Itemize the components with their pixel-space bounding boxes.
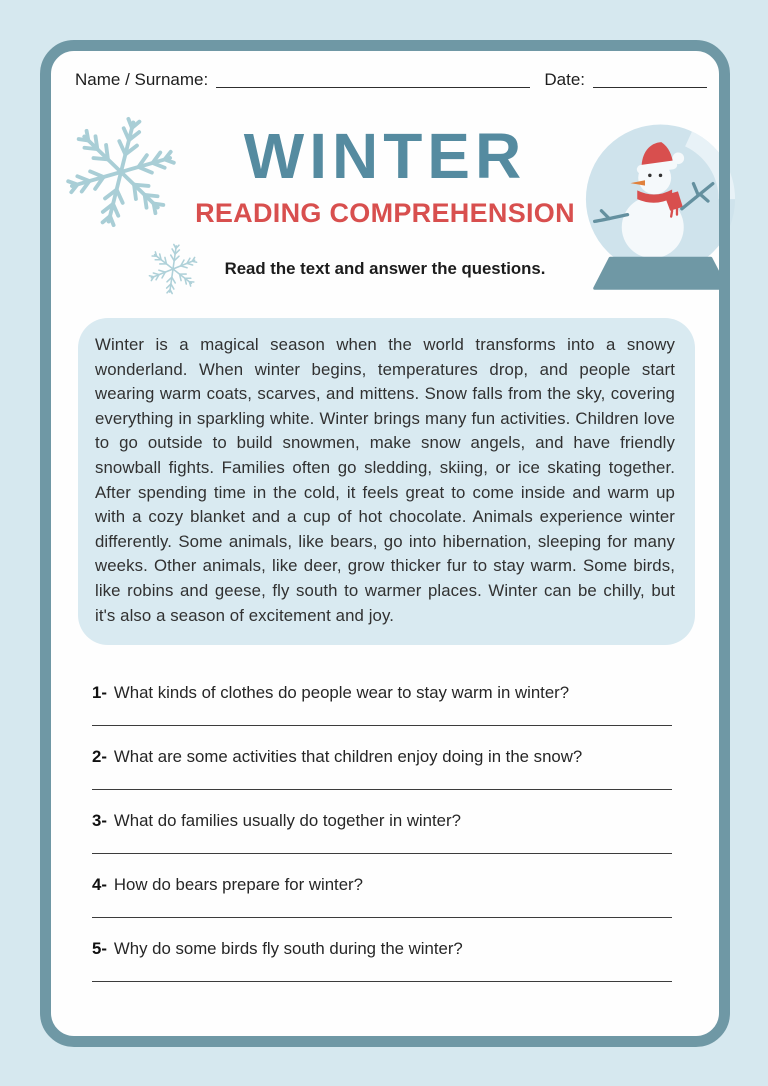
header-row	[75, 70, 707, 91]
answer-line-2[interactable]	[92, 789, 672, 790]
question-item-5	[92, 939, 672, 982]
page-title: WINTER	[243, 120, 527, 192]
question-item-3	[92, 811, 672, 854]
page-subtitle: READING COMPREHENSION	[195, 198, 575, 229]
question-number: 1-	[92, 683, 107, 702]
question-text: What kinds of clothes do people wear to stay warm in winter?	[113, 683, 570, 702]
question-item-1	[92, 683, 672, 726]
question-row	[92, 747, 672, 767]
answer-line-5[interactable]	[92, 981, 672, 982]
name-input-line[interactable]	[216, 72, 530, 88]
answer-line-3[interactable]	[92, 853, 672, 854]
question-row	[92, 939, 672, 959]
question-item-4	[92, 875, 672, 918]
answer-line-1[interactable]	[92, 725, 672, 726]
question-number: 5-	[92, 939, 107, 958]
instruction-text: Read the text and answer the questions.	[224, 259, 546, 279]
question-row	[92, 811, 672, 831]
date-input-line[interactable]	[593, 72, 707, 88]
worksheet-card	[40, 40, 730, 1047]
question-number: 4-	[92, 875, 107, 894]
reading-passage-text: Winter is a magical season when the world transforms into a snowy wonderland. When winter begins, temperatures drop, and people start wearing warm coats, scarves, and mittens. Snow falls from the sky, covering everything in sparkling white. Winter brings many fun activities. Children love to go outside to build snowmen, make snow angels, and have friendly snowball fights. Families often go sledding, skiing, or ice skating together. After spending time in the cold, it feels great to come inside and warm up with a cozy blanket and a cup of hot chocolate. Animals experience winter differently. Some animals, like bears, go into hibernation, sleeping for many weeks. Other animals, like deer, grow thicker fur to stay warm. Some birds, like robins and geese, fly south to warmer places. Winter can be chilly, but it's also a season of excitement and joy.	[95, 335, 675, 625]
question-text: How do bears prepare for winter?	[113, 875, 363, 894]
name-label: Name / Surname:	[75, 70, 209, 89]
title-block	[165, 120, 605, 279]
reading-passage-box	[78, 318, 695, 645]
question-text: Why do some birds fly south during the winter?	[113, 939, 463, 958]
question-row	[92, 683, 672, 703]
question-text: What are some activities that children enjoy doing in the snow?	[113, 747, 583, 766]
snow-globe-icon	[583, 113, 738, 293]
questions-section	[92, 683, 672, 1003]
answer-line-4[interactable]	[92, 917, 672, 918]
question-text: What do families usually do together in winter?	[113, 811, 461, 830]
question-row	[92, 875, 672, 895]
question-number: 3-	[92, 811, 107, 830]
question-number: 2-	[92, 747, 107, 766]
date-label: Date:	[544, 70, 585, 89]
question-item-2	[92, 747, 672, 790]
